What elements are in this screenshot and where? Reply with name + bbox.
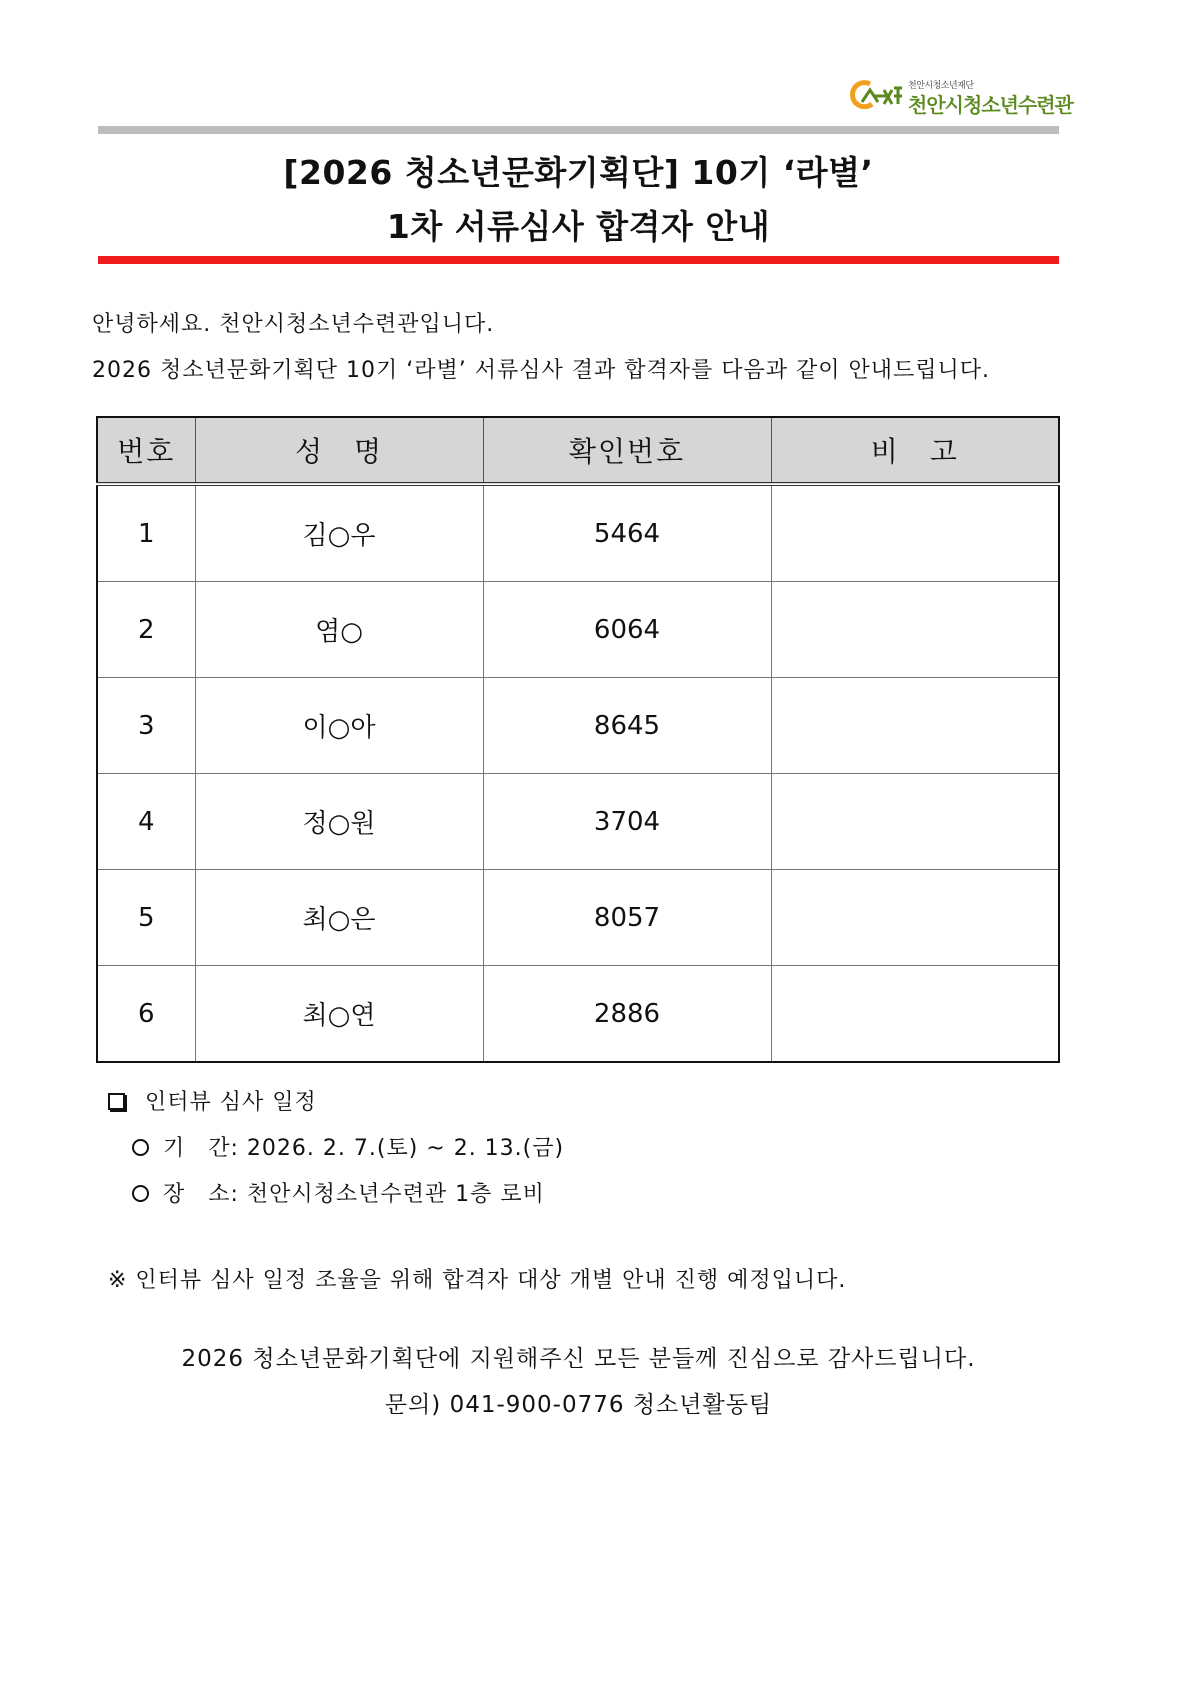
- logo-icon: [848, 76, 908, 116]
- cell-remarks: [771, 870, 1059, 966]
- cell-name: 정○원: [195, 774, 483, 870]
- cell-code: 5464: [483, 484, 771, 582]
- cell-code: 8057: [483, 870, 771, 966]
- header-name: 성 명: [195, 417, 483, 484]
- cell-number: 1: [97, 484, 195, 582]
- cell-name: 최○연: [195, 966, 483, 1063]
- title-red-rule: [98, 256, 1059, 264]
- schedule-note: ※ 인터뷰 심사 일정 조율을 위해 합격자 대상 개별 안내 진행 예정입니다.: [108, 1268, 847, 1293]
- interview-schedule: [108, 1080, 1108, 1218]
- table-header-row: [97, 417, 1059, 484]
- intro-text: [92, 302, 1092, 394]
- cell-number: 5: [97, 870, 195, 966]
- logo-subtitle: 천안시청소년재단: [908, 81, 974, 91]
- table-row: [97, 484, 1059, 582]
- cell-remarks: [771, 484, 1059, 582]
- top-gray-rule: [98, 126, 1059, 134]
- schedule-period: 기 간: 2026. 2. 7.(토) ~ 2. 13.(금): [163, 1136, 565, 1161]
- cell-remarks: [771, 582, 1059, 678]
- schedule-heading: 인터뷰 심사 일정: [145, 1090, 317, 1115]
- cell-remarks: [771, 774, 1059, 870]
- cell-name: 최○은: [195, 870, 483, 966]
- cell-code: 3704: [483, 774, 771, 870]
- header-code: 확인번호: [483, 417, 771, 484]
- schedule-place-line: [108, 1172, 1108, 1218]
- circle-bullet-icon: [132, 1139, 149, 1156]
- results-table: [96, 416, 1060, 1063]
- contact-info: 문의) 041-900-0776 청소년활동팀: [384, 1392, 773, 1418]
- cell-name: 이○아: [195, 678, 483, 774]
- title-line-1: [2026 청소년문화기획단] 10기 ‘라별’: [283, 153, 874, 192]
- table-row: [97, 870, 1059, 966]
- cell-number: 2: [97, 582, 195, 678]
- cell-code: 2886: [483, 966, 771, 1063]
- table-row: [97, 774, 1059, 870]
- cell-name: 김○우: [195, 484, 483, 582]
- checkbox-bullet-icon: [108, 1093, 125, 1110]
- title-line-2: 1차 서류심사 합격자 안내: [386, 207, 771, 246]
- cell-name: 염○: [195, 582, 483, 678]
- cell-code: 8645: [483, 678, 771, 774]
- schedule-heading-line: [108, 1080, 1108, 1126]
- cell-remarks: [771, 966, 1059, 1063]
- schedule-period-line: [108, 1126, 1108, 1172]
- table-row: [97, 966, 1059, 1063]
- circle-bullet-icon: [132, 1185, 149, 1202]
- table-row: [97, 678, 1059, 774]
- cell-number: 6: [97, 966, 195, 1063]
- closing-text: [98, 1336, 1059, 1428]
- org-logo: [848, 76, 1073, 117]
- logo-name: 천안시청소년수련관: [908, 93, 1073, 117]
- intro-description: 2026 청소년문화기획단 10기 ‘라별’ 서류심사 결과 합격자를 다음과 같이 안내드립니다.: [92, 358, 990, 383]
- closing-thanks: 2026 청소년문화기획단에 지원해주신 모든 분들께 진심으로 감사드립니다.: [181, 1346, 976, 1372]
- cell-number: 4: [97, 774, 195, 870]
- schedule-place: 장 소: 천안시청소년수련관 1층 로비: [163, 1182, 545, 1207]
- header-remarks: 비 고: [771, 417, 1059, 484]
- table-row: [97, 582, 1059, 678]
- cell-number: 3: [97, 678, 195, 774]
- cell-remarks: [771, 678, 1059, 774]
- cell-code: 6064: [483, 582, 771, 678]
- page-title: [98, 146, 1059, 254]
- header-number: 번호: [97, 417, 195, 484]
- intro-greeting: 안녕하세요. 천안시청소년수련관입니다.: [92, 312, 495, 337]
